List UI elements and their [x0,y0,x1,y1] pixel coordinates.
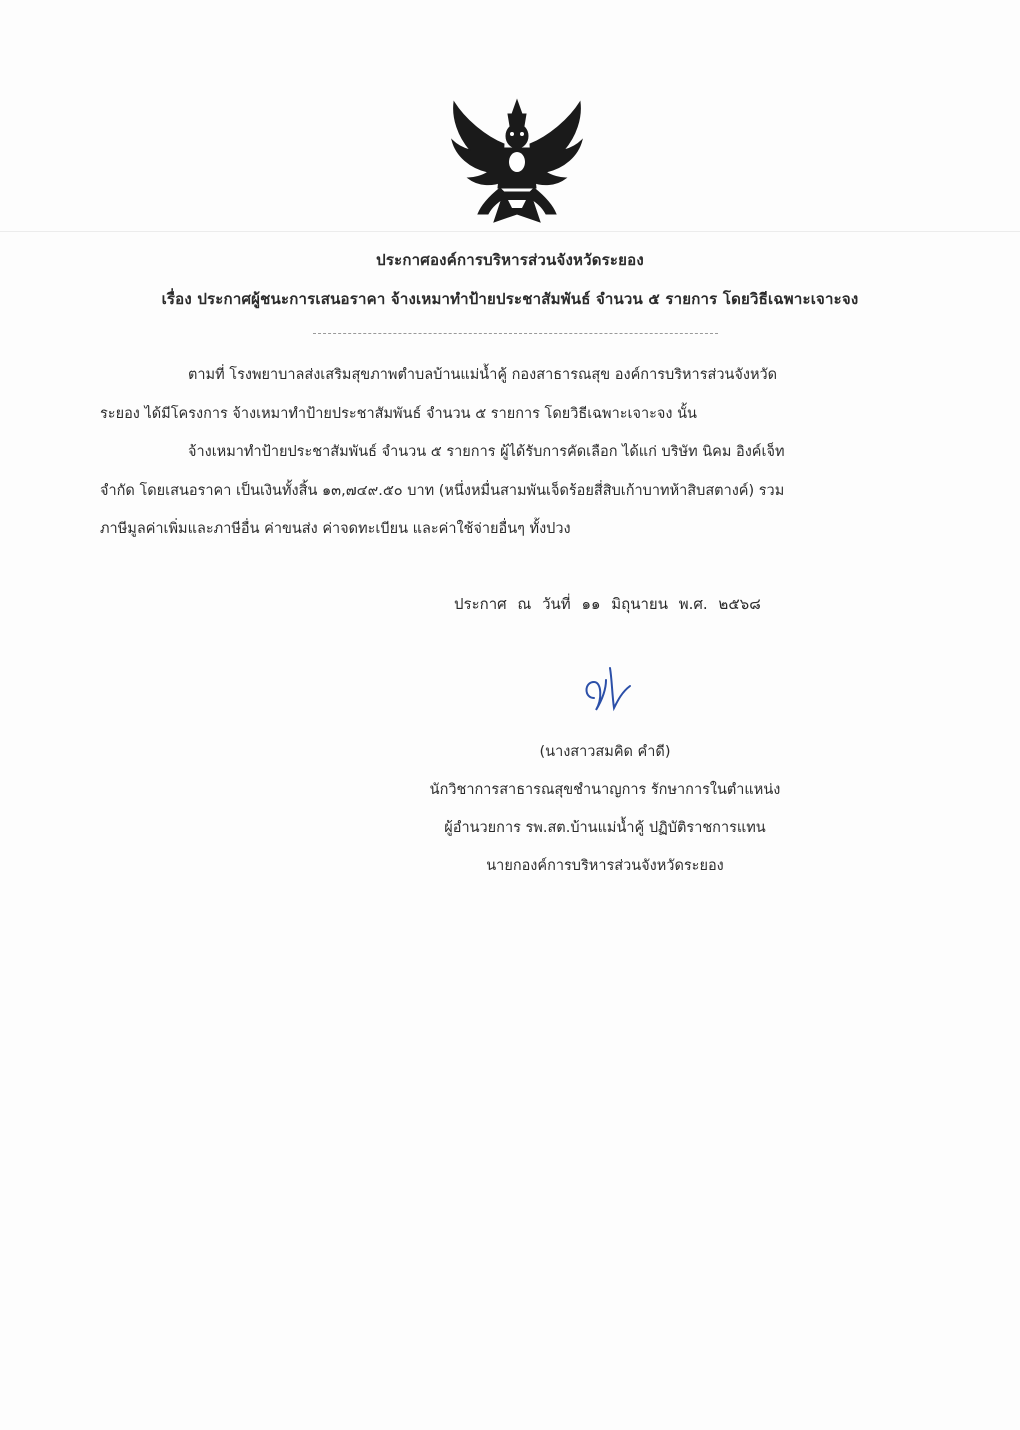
subject-title: เรื่อง ประกาศผู้ชนะการเสนอราคา จ้างเหมาทำป้ายประชาสัมพันธ์ จำนวน ๕ รายการ โดยวิธีเฉพาะเจาะจง [161,290,859,308]
announcement-date: ประกาศ ณ วันที่ ๑๑ มิถุนายน พ.ศ. ๒๕๖๘ [454,595,761,613]
paragraph-1-line-2: ระยอง ได้มีโครงการ จ้างเหมาทำป้ายประชาสัมพันธ์ จำนวน ๕ รายการ โดยวิธีเฉพาะเจาะจง นั้น [100,406,697,422]
signatory-position-line-2: ผู้อำนวยการ รพ.สต.บ้านแม่น้ำคู้ ปฏิบัติราชการแทน [444,820,766,836]
signatory-position-line-1: นักวิชาการสาธารณสุขชำนาญการ รักษาการในตำแหน่ง [429,782,781,798]
page-fold-line [0,231,1020,232]
paragraph-2-line-2: จำกัด โดยเสนอราคา เป็นเงินทั้งสิ้น ๑๓,๗๔๙.๕๐ บาท (หนึ่งหมื่นสามพันเจ็ดร้อยสี่สิบเก้าบาทห้าสิบสตางค์) รวม [100,483,785,499]
signatory-name: (นางสาวสมคิด คำดี) [539,744,671,760]
handwritten-signature-icon [580,660,636,720]
paragraph-2-line-1: จ้างเหมาทำป้ายประชาสัมพันธ์ จำนวน ๕ รายการ ผู้ได้รับการคัดเลือก ได้แก่ บริษัท นิคม อิงค์เจ็ท [188,444,785,460]
divider-line [313,333,718,334]
issuer-title: ประกาศองค์การบริหารส่วนจังหวัดระยอง [376,251,644,269]
paragraph-1-line-1: ตามที่ โรงพยาบาลส่งเสริมสุขภาพตำบลบ้านแม่น้ำคู้ กองสาธารณสุข องค์การบริหารส่วนจังหวัด [188,367,778,383]
garuda-emblem-icon [444,96,590,228]
paragraph-2-line-3: ภาษีมูลค่าเพิ่มและภาษีอื่น ค่าขนส่ง ค่าจดทะเบียน และค่าใช้จ่ายอื่นๆ ทั้งปวง [100,521,571,537]
signatory-position-line-3: นายกองค์การบริหารส่วนจังหวัดระยอง [486,858,724,874]
